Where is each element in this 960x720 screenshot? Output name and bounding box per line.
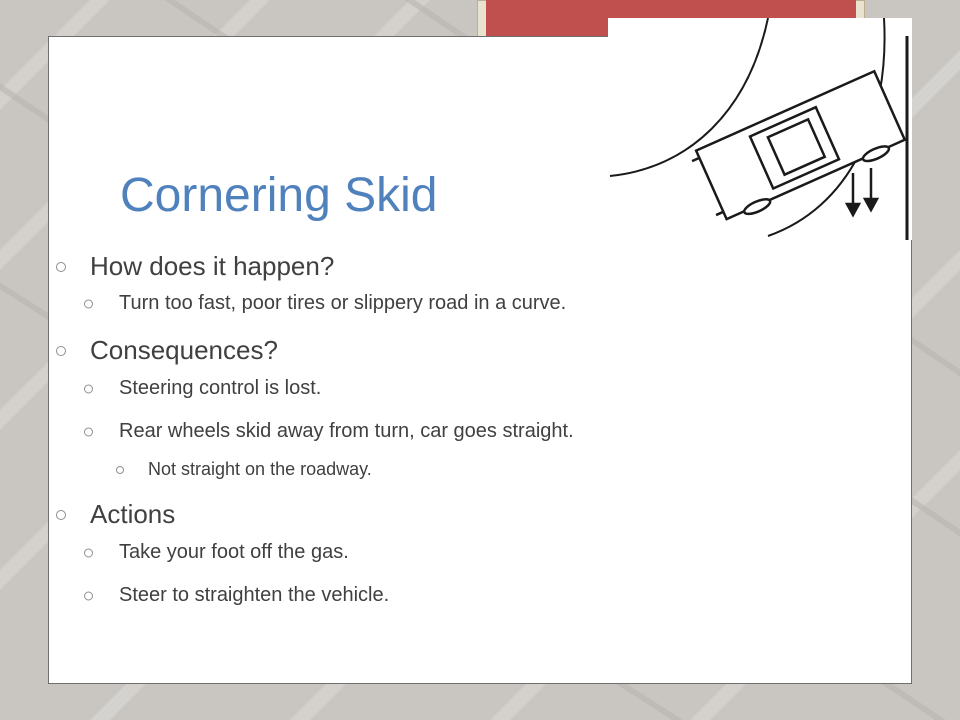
bullet-text: Take your foot off the gas. (119, 541, 349, 563)
hollow-circle-bullet-icon (84, 299, 93, 308)
hollow-circle-bullet-icon (116, 466, 124, 474)
hollow-circle-bullet-icon (84, 548, 93, 557)
bullet-item (56, 499, 175, 530)
hollow-circle-bullet-icon (56, 262, 66, 272)
hollow-circle-bullet-icon (84, 384, 93, 393)
bullet-text: Steer to straighten the vehicle. (119, 584, 390, 606)
bullet-item (84, 541, 349, 564)
bullet-text: Consequences? (90, 335, 278, 365)
bullet-text: Turn too fast, poor tires or slippery road in a curve. (119, 292, 567, 314)
bullet-text: Rear wheels skid away from turn, car goes straight. (119, 420, 574, 442)
bullet-text: Not straight on the roadway. (148, 459, 372, 479)
bullet-item (56, 335, 278, 366)
hollow-circle-bullet-icon (84, 591, 93, 600)
bullet-item (116, 459, 372, 480)
bullet-text: Actions (90, 499, 176, 529)
bullet-text: How does it happen? (90, 251, 335, 281)
hollow-circle-bullet-icon (56, 346, 66, 356)
bullet-text: Steering control is lost. (119, 377, 322, 399)
hollow-circle-bullet-icon (84, 427, 93, 436)
cornering-skid-car-illustration (608, 18, 912, 240)
bullet-item (84, 377, 321, 400)
bullet-item (84, 420, 574, 443)
slide-title: Cornering Skid (120, 169, 438, 222)
hollow-circle-bullet-icon (56, 510, 66, 520)
bullet-item (84, 292, 566, 315)
bullet-item (56, 251, 334, 282)
bullet-item (84, 584, 389, 607)
